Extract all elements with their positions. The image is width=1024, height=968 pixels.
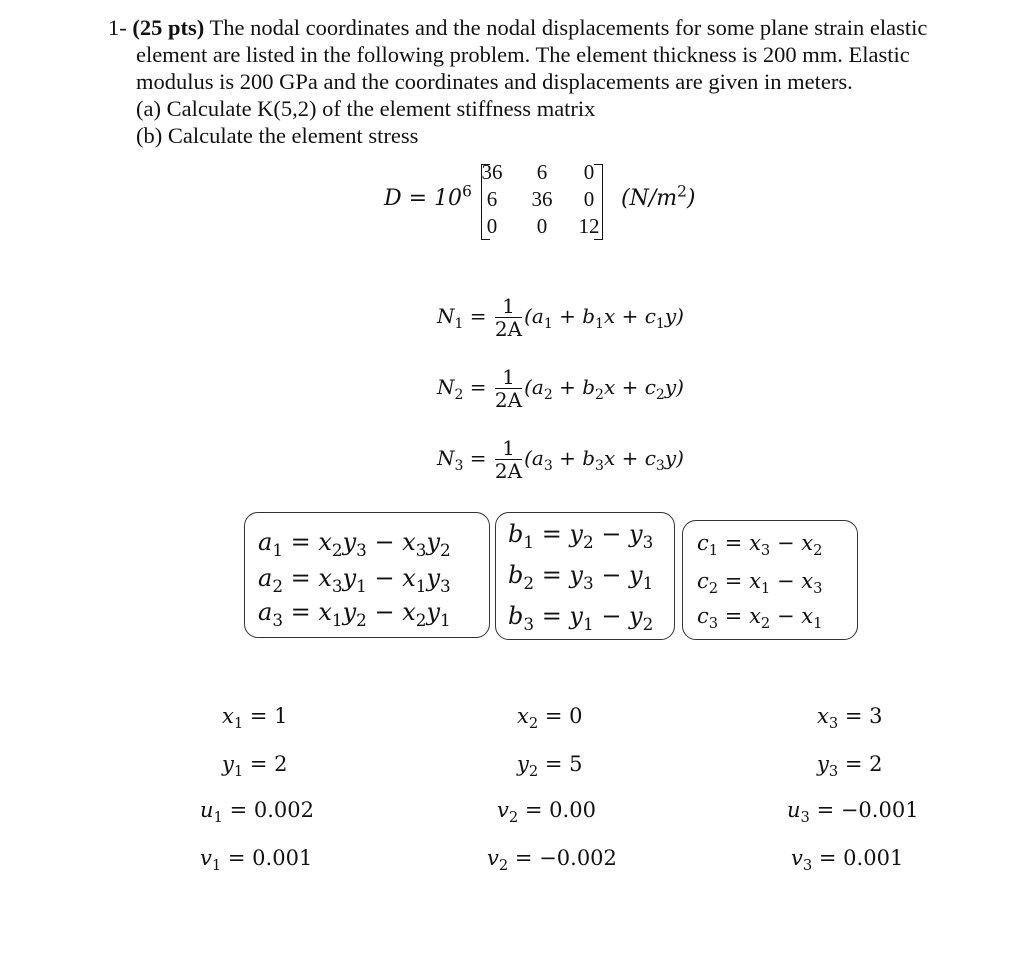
- expr-subscript: 1: [708, 542, 719, 560]
- expr-text: y: [426, 598, 440, 626]
- expr-subscript: 2: [708, 580, 719, 598]
- d-matrix-lhs: [384, 182, 472, 211]
- d-matrix-cell: 36: [531, 187, 553, 211]
- expr-subscript: 1: [415, 575, 427, 596]
- expr-subscript: 3: [440, 575, 451, 596]
- equals-sign: =: [463, 375, 493, 399]
- fraction-denominator: 2A: [494, 459, 523, 483]
- expr-subscript: 3: [595, 458, 604, 474]
- nodal-val: = 2: [243, 752, 288, 776]
- expr-subscript: 2: [523, 572, 535, 593]
- d-matrix-cell: 6: [486, 187, 498, 211]
- expr-text: − x: [770, 604, 814, 628]
- expr-text: b: [508, 561, 524, 589]
- b-coefficient-1: [508, 520, 654, 552]
- part-a: (a) Calculate K(5,2) of the element stiffness matrix: [136, 96, 596, 121]
- expr-text: y): [664, 304, 684, 328]
- nodal-var: x: [517, 704, 529, 728]
- expr-subscript: 1: [655, 316, 665, 332]
- nodal-value-y3: [817, 752, 883, 781]
- c-coefficient-1: [697, 531, 823, 560]
- shape-function-sub: 3: [454, 458, 464, 474]
- expr-subscript: 1: [813, 615, 823, 633]
- expr-text: y): [664, 375, 684, 399]
- nodal-val: = 0: [538, 704, 583, 728]
- nodal-var: x: [817, 704, 829, 728]
- problem-statement: [108, 14, 1008, 149]
- expr-subscript: 2: [642, 613, 654, 634]
- expr-subscript: 1: [760, 580, 771, 598]
- expr-text: = y: [534, 520, 583, 548]
- shape-function-N1: [437, 295, 684, 340]
- problem-points: (25 pts): [132, 15, 205, 40]
- fraction: [495, 366, 522, 411]
- nodal-val: = 0.002: [222, 798, 314, 822]
- expr-text: x + c: [603, 446, 656, 470]
- d-matrix-cell: 36: [481, 160, 503, 184]
- c-coefficient-3: [697, 604, 823, 633]
- expr-text: − x: [770, 569, 814, 593]
- nodal-sub: 2: [508, 809, 519, 827]
- expr-text: y: [426, 528, 440, 556]
- expr-text: − x: [366, 528, 416, 556]
- shape-function-N2: [437, 366, 684, 411]
- expr-text: x + c: [603, 375, 656, 399]
- expr-text: b: [508, 520, 524, 548]
- nodal-value-v2: [497, 798, 596, 827]
- d-matrix-cell: 0: [583, 160, 595, 184]
- expr-subscript: 2: [760, 615, 771, 633]
- expr-text: = y: [534, 561, 583, 589]
- expr-subscript: 2: [440, 539, 451, 560]
- nodal-value-y2: [517, 752, 583, 781]
- fraction-numerator: 1: [495, 366, 522, 389]
- expr-subscript: 1: [642, 572, 654, 593]
- expr-subscript: 3: [760, 542, 771, 560]
- nodal-value-u1: [200, 798, 314, 827]
- expr-subscript: 1: [272, 539, 283, 560]
- expr-text: y: [342, 564, 357, 592]
- shape-function-sub: 1: [454, 316, 464, 332]
- nodal-var: v: [200, 846, 212, 870]
- nodal-val: = 0.00: [518, 798, 596, 822]
- nodal-value-v2: [487, 846, 617, 875]
- expr-text: = x: [283, 564, 332, 592]
- shape-function-sub: 2: [454, 387, 464, 403]
- nodal-val: = 1: [243, 704, 288, 728]
- nodal-sub: 1: [233, 763, 244, 781]
- expr-text: = x: [718, 604, 761, 628]
- expr-text: a: [258, 598, 273, 626]
- expr-text: c: [697, 569, 709, 593]
- expr-subscript: 2: [415, 609, 427, 630]
- fraction: [495, 437, 522, 482]
- nodal-sub: 1: [233, 715, 244, 733]
- expr-subscript: 1: [595, 316, 604, 332]
- expr-text: (a: [524, 446, 544, 470]
- d-exponent: 6: [462, 182, 472, 201]
- shape-function-name: N: [437, 375, 455, 399]
- d-units-close: ): [686, 186, 696, 211]
- nodal-val: = 0.001: [221, 846, 313, 870]
- fraction-numerator: 1: [495, 295, 522, 318]
- part-b: (b) Calculate the element stress: [136, 123, 419, 148]
- expr-text: − y: [593, 520, 643, 548]
- expr-subscript: 2: [356, 609, 367, 630]
- problem-line-1: [108, 14, 1008, 41]
- nodal-var: v: [487, 846, 499, 870]
- nodal-value-v1: [200, 846, 313, 875]
- fraction-denominator: 2A: [494, 388, 523, 412]
- expr-text: = y: [534, 602, 583, 630]
- nodal-sub: 1: [211, 857, 222, 875]
- expr-text: a: [258, 564, 273, 592]
- expr-text: − x: [366, 598, 416, 626]
- expr-subscript: 3: [272, 609, 283, 630]
- problem-text-3: modulus is 200 GPa and the coordinates and displacements are given in meters.: [136, 69, 853, 94]
- d-matrix-cell: 12: [578, 214, 600, 238]
- nodal-val: = −0.001: [809, 798, 919, 822]
- b-coefficient-3: [508, 602, 654, 634]
- nodal-val: = 3: [838, 704, 883, 728]
- d-matrix-cell: 0: [583, 187, 595, 211]
- expr-text: y: [342, 598, 357, 626]
- nodal-sub: 2: [528, 763, 539, 781]
- expr-subscript: 3: [708, 615, 719, 633]
- expr-subscript: 2: [813, 542, 823, 560]
- expr-subscript: 3: [642, 531, 654, 552]
- nodal-val: = 0.001: [812, 846, 904, 870]
- b-coefficient-2: [508, 561, 654, 593]
- expr-text: = x: [718, 569, 761, 593]
- nodal-sub: 3: [828, 763, 839, 781]
- nodal-val: = 5: [538, 752, 583, 776]
- equals-sign: =: [463, 304, 493, 328]
- expr-subscript: 3: [583, 572, 594, 593]
- expr-subscript: 3: [331, 575, 343, 596]
- nodal-val: = 2: [838, 752, 883, 776]
- shape-function-expr: [524, 304, 684, 332]
- expr-text: + b: [552, 375, 596, 399]
- nodal-value-x1: [222, 704, 288, 733]
- expr-subscript: 3: [415, 539, 427, 560]
- expr-text: (a: [524, 375, 544, 399]
- expr-subscript: 3: [356, 539, 367, 560]
- expr-subscript: 1: [583, 613, 594, 634]
- nodal-var: y: [222, 752, 234, 776]
- nodal-var: v: [791, 846, 803, 870]
- problem-text-2: element are listed in the following problem. The element thickness is 200 mm. Elastic: [136, 42, 910, 67]
- a-coefficient-1: [258, 528, 451, 560]
- expr-subscript: 2: [543, 387, 553, 403]
- nodal-value-x2: [517, 704, 583, 733]
- expr-text: = x: [283, 598, 332, 626]
- expr-text: − x: [366, 564, 416, 592]
- expr-text: = x: [718, 531, 761, 555]
- expr-text: − x: [770, 531, 814, 555]
- nodal-var: u: [200, 798, 214, 822]
- c-coefficient-2: [697, 569, 823, 598]
- a-coefficient-2: [258, 564, 451, 596]
- nodal-value-y1: [222, 752, 288, 781]
- problem-number: 1-: [108, 15, 127, 40]
- expr-subscript: 1: [331, 609, 343, 630]
- fraction: [495, 295, 522, 340]
- nodal-var: v: [497, 798, 509, 822]
- nodal-var: y: [517, 752, 529, 776]
- expr-subscript: 1: [356, 575, 367, 596]
- d-units-exp: 2: [677, 182, 687, 201]
- expr-text: + b: [552, 304, 596, 328]
- nodal-sub: 2: [498, 857, 509, 875]
- expr-subscript: 2: [655, 387, 665, 403]
- expr-text: a: [258, 528, 273, 556]
- expr-text: b: [508, 602, 524, 630]
- nodal-value-u3: [787, 798, 919, 827]
- expr-text: c: [697, 604, 709, 628]
- nodal-sub: 3: [828, 715, 839, 733]
- fraction-numerator: 1: [495, 437, 522, 460]
- expr-subscript: 1: [523, 531, 535, 552]
- nodal-sub: 2: [528, 715, 539, 733]
- expr-text: − y: [593, 561, 643, 589]
- shape-function-expr: [524, 446, 684, 474]
- expr-text: y): [664, 446, 684, 470]
- problem-text-1: The nodal coordinates and the nodal displacements for some plane strain elastic: [209, 15, 928, 40]
- nodal-value-x3: [817, 704, 883, 733]
- nodal-sub: 1: [213, 809, 223, 827]
- d-matrix-cell: 0: [536, 214, 548, 238]
- shape-function-name: N: [437, 446, 455, 470]
- d-units: [621, 182, 696, 211]
- expr-subscript: 3: [543, 458, 553, 474]
- expr-text: = x: [283, 528, 332, 556]
- nodal-sub: 3: [802, 857, 813, 875]
- a-coefficient-3: [258, 598, 451, 630]
- expr-text: y: [342, 528, 357, 556]
- d-matrix-cell: 0: [486, 214, 498, 238]
- d-matrix-cell: 6: [536, 160, 548, 184]
- d-units-text: (N/m: [621, 186, 678, 211]
- expr-subscript: 1: [543, 316, 553, 332]
- expr-subscript: 3: [523, 613, 535, 634]
- expr-subscript: 2: [331, 539, 343, 560]
- d-lhs-text: D = 10: [384, 186, 463, 211]
- shape-function-expr: [524, 375, 684, 403]
- fraction-denominator: 2A: [494, 317, 523, 341]
- shape-function-name: N: [437, 304, 455, 328]
- expr-text: + b: [552, 446, 596, 470]
- expr-text: x + c: [603, 304, 656, 328]
- expr-subscript: 3: [655, 458, 665, 474]
- shape-function-N3: [437, 437, 684, 482]
- nodal-var: y: [817, 752, 829, 776]
- equals-sign: =: [463, 446, 493, 470]
- expr-subscript: 2: [583, 531, 594, 552]
- nodal-value-v3: [791, 846, 904, 875]
- nodal-var: x: [222, 704, 234, 728]
- expr-text: (a: [524, 304, 544, 328]
- nodal-sub: 3: [800, 809, 810, 827]
- expr-subscript: 3: [813, 580, 823, 598]
- expr-subscript: 1: [440, 609, 451, 630]
- expr-subscript: 2: [595, 387, 604, 403]
- expr-text: c: [697, 531, 709, 555]
- expr-text: y: [426, 564, 440, 592]
- expr-subscript: 2: [272, 575, 283, 596]
- nodal-var: u: [787, 798, 801, 822]
- expr-text: − y: [593, 602, 643, 630]
- nodal-val: = −0.002: [508, 846, 617, 870]
